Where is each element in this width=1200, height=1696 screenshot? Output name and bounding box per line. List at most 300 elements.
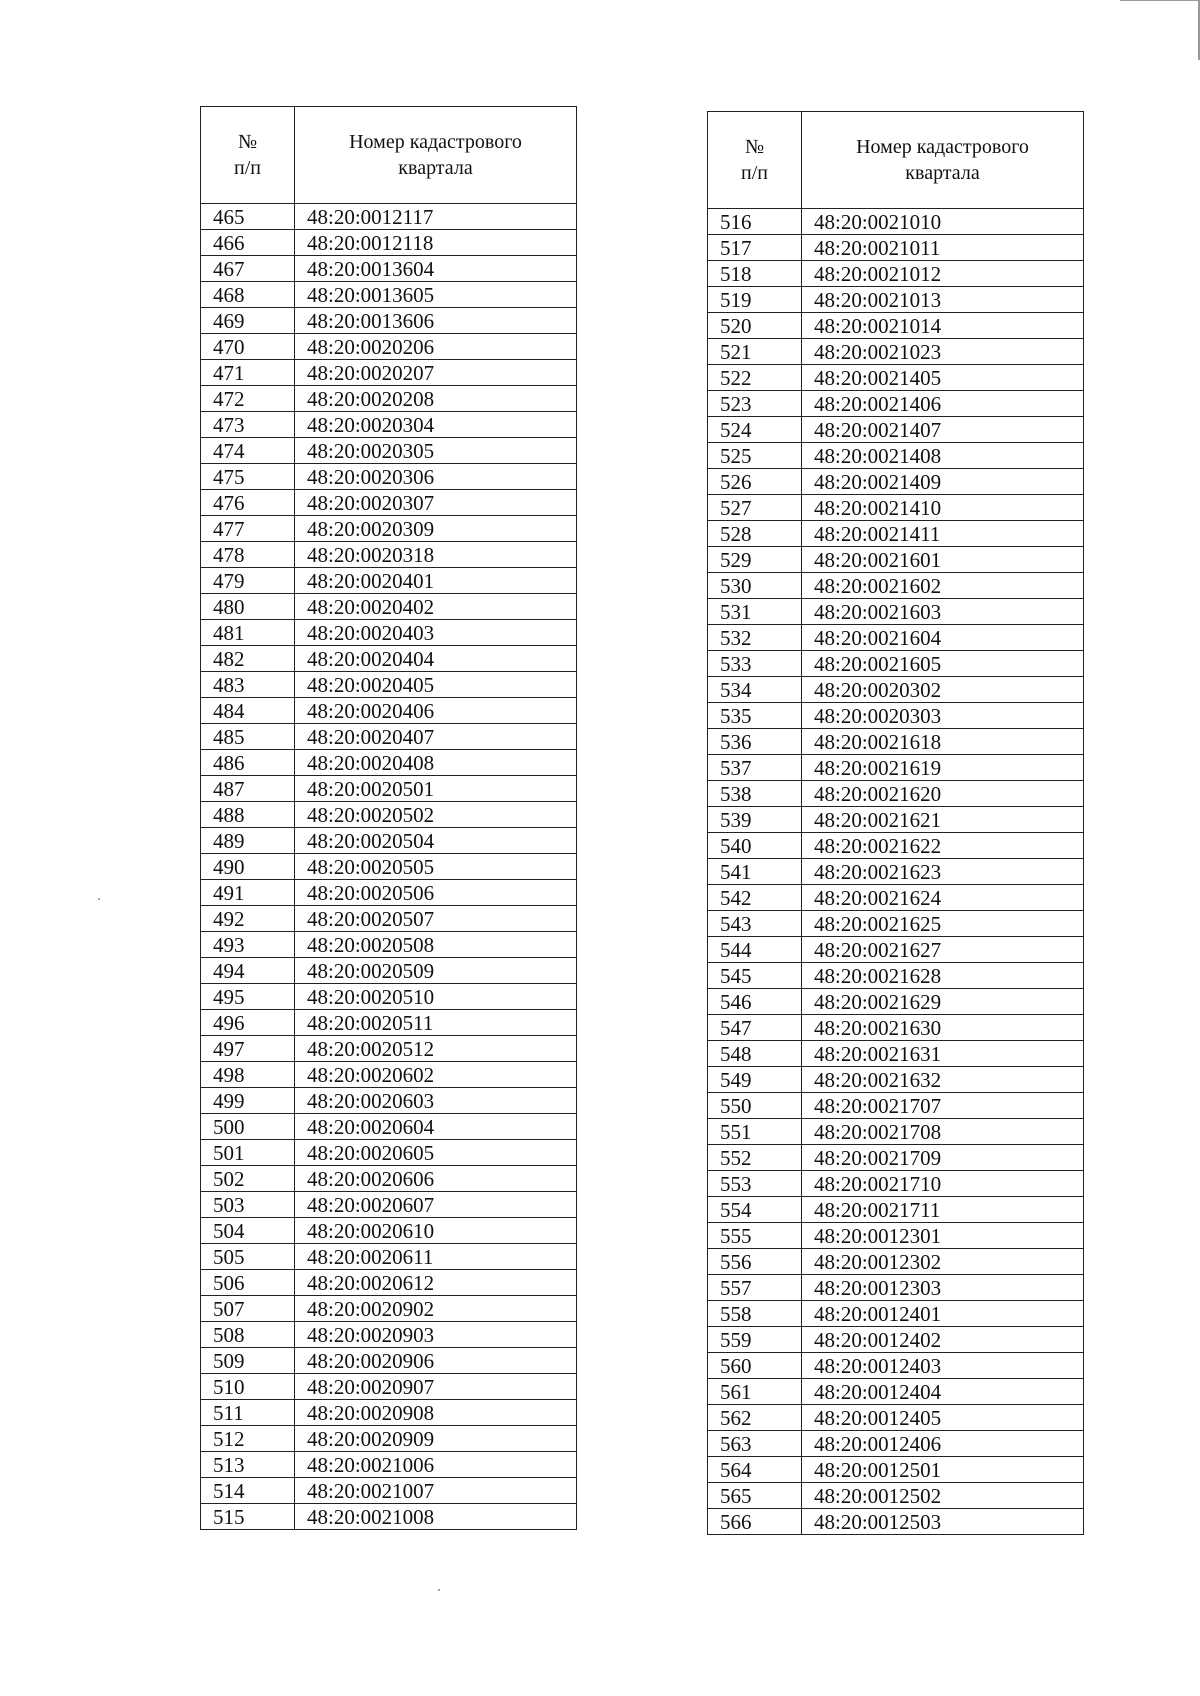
row-number: 532 bbox=[708, 625, 802, 651]
cadastral-number: 48:20:0020504 bbox=[295, 828, 577, 854]
cadastral-number: 48:20:0021709 bbox=[802, 1145, 1084, 1171]
row-number: 508 bbox=[201, 1322, 295, 1348]
table-row bbox=[708, 1093, 1084, 1119]
cadastral-number: 48:20:0020903 bbox=[295, 1322, 577, 1348]
cadastral-number: 48:20:0012402 bbox=[802, 1327, 1084, 1353]
row-number: 468 bbox=[201, 282, 295, 308]
scan-speck bbox=[438, 1589, 440, 1591]
table-row bbox=[708, 1301, 1084, 1327]
row-number: 474 bbox=[201, 438, 295, 464]
row-number: 513 bbox=[201, 1452, 295, 1478]
table-row bbox=[708, 651, 1084, 677]
cadastral-number: 48:20:0020306 bbox=[295, 464, 577, 490]
row-number: 537 bbox=[708, 755, 802, 781]
row-number: 562 bbox=[708, 1405, 802, 1431]
row-number: 542 bbox=[708, 885, 802, 911]
cadastral-number: 48:20:0020906 bbox=[295, 1348, 577, 1374]
table-row bbox=[201, 1452, 577, 1478]
cadastral-number: 48:20:0021007 bbox=[295, 1478, 577, 1504]
cadastral-number: 48:20:0020305 bbox=[295, 438, 577, 464]
cadastral-number: 48:20:0020505 bbox=[295, 854, 577, 880]
cadastral-number: 48:20:0021011 bbox=[802, 235, 1084, 261]
row-number: 481 bbox=[201, 620, 295, 646]
table-row bbox=[708, 911, 1084, 937]
cadastral-number: 48:20:0021410 bbox=[802, 495, 1084, 521]
table-row bbox=[201, 932, 577, 958]
cadastral-number: 48:20:0012503 bbox=[802, 1509, 1084, 1535]
cadastral-number: 48:20:0020502 bbox=[295, 802, 577, 828]
row-number: 527 bbox=[708, 495, 802, 521]
table-row bbox=[201, 906, 577, 932]
row-number: 492 bbox=[201, 906, 295, 932]
row-number: 517 bbox=[708, 235, 802, 261]
table-row bbox=[708, 1197, 1084, 1223]
table-row bbox=[708, 1353, 1084, 1379]
table-row bbox=[708, 1119, 1084, 1145]
cadastral-number: 48:20:0020403 bbox=[295, 620, 577, 646]
cadastral-number: 48:20:0021628 bbox=[802, 963, 1084, 989]
row-number: 543 bbox=[708, 911, 802, 937]
table-row bbox=[201, 1088, 577, 1114]
row-number: 486 bbox=[201, 750, 295, 776]
cadastral-number: 48:20:0021023 bbox=[802, 339, 1084, 365]
table-row bbox=[201, 1426, 577, 1452]
cadastral-number: 48:20:0021013 bbox=[802, 287, 1084, 313]
cadastral-number: 48:20:0021008 bbox=[295, 1504, 577, 1530]
table-row bbox=[201, 1192, 577, 1218]
row-number: 490 bbox=[201, 854, 295, 880]
row-number: 546 bbox=[708, 989, 802, 1015]
row-number: 496 bbox=[201, 1010, 295, 1036]
row-number: 482 bbox=[201, 646, 295, 672]
table-row bbox=[708, 885, 1084, 911]
cadastral-number: 48:20:0021406 bbox=[802, 391, 1084, 417]
cadastral-number: 48:20:0020607 bbox=[295, 1192, 577, 1218]
row-number: 520 bbox=[708, 313, 802, 339]
cadastral-number: 48:20:0012401 bbox=[802, 1301, 1084, 1327]
row-number: 472 bbox=[201, 386, 295, 412]
cadastral-number: 48:20:0012302 bbox=[802, 1249, 1084, 1275]
cadastral-number: 48:20:0020501 bbox=[295, 776, 577, 802]
row-number: 558 bbox=[708, 1301, 802, 1327]
table-row bbox=[708, 1509, 1084, 1535]
cadastral-number: 48:20:0020602 bbox=[295, 1062, 577, 1088]
table-row bbox=[708, 937, 1084, 963]
row-number: 509 bbox=[201, 1348, 295, 1374]
table-row bbox=[201, 1374, 577, 1400]
cadastral-number: 48:20:0021618 bbox=[802, 729, 1084, 755]
cadastral-number: 48:20:0020603 bbox=[295, 1088, 577, 1114]
table-row bbox=[708, 989, 1084, 1015]
table-row bbox=[201, 1062, 577, 1088]
table-row bbox=[708, 599, 1084, 625]
table-row bbox=[708, 1327, 1084, 1353]
table-row bbox=[708, 469, 1084, 495]
table-row bbox=[708, 1041, 1084, 1067]
cadastral-number: 48:20:0021010 bbox=[802, 209, 1084, 235]
table-row bbox=[708, 963, 1084, 989]
row-number: 483 bbox=[201, 672, 295, 698]
table-row bbox=[201, 204, 577, 230]
table-row bbox=[201, 1400, 577, 1426]
row-number: 549 bbox=[708, 1067, 802, 1093]
row-number: 524 bbox=[708, 417, 802, 443]
cadastral-number: 48:20:0021627 bbox=[802, 937, 1084, 963]
table-row bbox=[708, 365, 1084, 391]
row-number: 523 bbox=[708, 391, 802, 417]
row-number: 560 bbox=[708, 1353, 802, 1379]
header-cadastral-code: Номер кадастрового квартала bbox=[802, 112, 1084, 209]
row-number: 522 bbox=[708, 365, 802, 391]
cadastral-number: 48:20:0012117 bbox=[295, 204, 577, 230]
table-row bbox=[201, 984, 577, 1010]
table-row bbox=[201, 1140, 577, 1166]
row-number: 485 bbox=[201, 724, 295, 750]
cadastral-number: 48:20:0012303 bbox=[802, 1275, 1084, 1301]
cadastral-number: 48:20:0021621 bbox=[802, 807, 1084, 833]
table-row bbox=[201, 490, 577, 516]
cadastral-number: 48:20:0020510 bbox=[295, 984, 577, 1010]
cadastral-number: 48:20:0020402 bbox=[295, 594, 577, 620]
row-number: 526 bbox=[708, 469, 802, 495]
table-row bbox=[201, 620, 577, 646]
row-number: 564 bbox=[708, 1457, 802, 1483]
cadastral-number: 48:20:0020612 bbox=[295, 1270, 577, 1296]
cadastral-number: 48:20:0020605 bbox=[295, 1140, 577, 1166]
cadastral-number: 48:20:0012301 bbox=[802, 1223, 1084, 1249]
cadastral-number: 48:20:0021624 bbox=[802, 885, 1084, 911]
table-row bbox=[201, 412, 577, 438]
row-number: 519 bbox=[708, 287, 802, 313]
cadastral-number: 48:20:0013606 bbox=[295, 308, 577, 334]
cadastral-number: 48:20:0020611 bbox=[295, 1244, 577, 1270]
cadastral-number: 48:20:0020206 bbox=[295, 334, 577, 360]
row-number: 566 bbox=[708, 1509, 802, 1535]
cadastral-number: 48:20:0021631 bbox=[802, 1041, 1084, 1067]
row-number: 533 bbox=[708, 651, 802, 677]
table-row bbox=[708, 677, 1084, 703]
header-cadastral-code: Номер кадастрового квартала bbox=[295, 107, 577, 204]
row-number: 541 bbox=[708, 859, 802, 885]
table-row bbox=[708, 235, 1084, 261]
cadastral-number: 48:20:0020508 bbox=[295, 932, 577, 958]
row-number: 565 bbox=[708, 1483, 802, 1509]
table-row bbox=[708, 391, 1084, 417]
header-number: № п/п bbox=[708, 112, 802, 209]
table-row bbox=[708, 1483, 1084, 1509]
table-row bbox=[201, 828, 577, 854]
cadastral-number: 48:20:0020907 bbox=[295, 1374, 577, 1400]
row-number: 499 bbox=[201, 1088, 295, 1114]
table-row bbox=[708, 1457, 1084, 1483]
header-number: № п/п bbox=[201, 107, 295, 204]
row-number: 518 bbox=[708, 261, 802, 287]
table-row bbox=[201, 1322, 577, 1348]
table-row bbox=[201, 958, 577, 984]
table-row bbox=[708, 755, 1084, 781]
table-row bbox=[708, 495, 1084, 521]
row-number: 487 bbox=[201, 776, 295, 802]
cadastral-number: 48:20:0020512 bbox=[295, 1036, 577, 1062]
row-number: 559 bbox=[708, 1327, 802, 1353]
row-number: 507 bbox=[201, 1296, 295, 1322]
row-number: 563 bbox=[708, 1431, 802, 1457]
table-row bbox=[201, 1504, 577, 1530]
row-number: 553 bbox=[708, 1171, 802, 1197]
table-row bbox=[708, 1405, 1084, 1431]
row-number: 550 bbox=[708, 1093, 802, 1119]
cadastral-number: 48:20:0020507 bbox=[295, 906, 577, 932]
row-number: 488 bbox=[201, 802, 295, 828]
cadastral-number: 48:20:0021014 bbox=[802, 313, 1084, 339]
table-row bbox=[201, 1270, 577, 1296]
cadastral-number: 48:20:0021602 bbox=[802, 573, 1084, 599]
cadastral-number: 48:20:0020302 bbox=[802, 677, 1084, 703]
cadastral-number: 48:20:0020309 bbox=[295, 516, 577, 542]
row-number: 548 bbox=[708, 1041, 802, 1067]
table-row bbox=[201, 724, 577, 750]
cadastral-number: 48:20:0021620 bbox=[802, 781, 1084, 807]
table-row bbox=[201, 776, 577, 802]
row-number: 498 bbox=[201, 1062, 295, 1088]
row-number: 504 bbox=[201, 1218, 295, 1244]
scan-edge-mark-top bbox=[1120, 0, 1200, 1]
row-number: 495 bbox=[201, 984, 295, 1010]
cadastral-number: 48:20:0021409 bbox=[802, 469, 1084, 495]
cadastral-number: 48:20:0020902 bbox=[295, 1296, 577, 1322]
cadastral-number: 48:20:0020506 bbox=[295, 880, 577, 906]
row-number: 500 bbox=[201, 1114, 295, 1140]
cadastral-number: 48:20:0020509 bbox=[295, 958, 577, 984]
row-number: 525 bbox=[708, 443, 802, 469]
table-row bbox=[708, 781, 1084, 807]
cadastral-number: 48:20:0020405 bbox=[295, 672, 577, 698]
table-row bbox=[708, 287, 1084, 313]
cadastral-number: 48:20:0012501 bbox=[802, 1457, 1084, 1483]
row-number: 477 bbox=[201, 516, 295, 542]
table-row bbox=[201, 854, 577, 880]
table-row bbox=[708, 1275, 1084, 1301]
table-row bbox=[708, 625, 1084, 651]
cadastral-number: 48:20:0021408 bbox=[802, 443, 1084, 469]
table-header-row bbox=[201, 107, 577, 204]
row-number: 529 bbox=[708, 547, 802, 573]
table-row bbox=[708, 313, 1084, 339]
table-row bbox=[201, 438, 577, 464]
cadastral-number: 48:20:0021629 bbox=[802, 989, 1084, 1015]
row-number: 551 bbox=[708, 1119, 802, 1145]
cadastral-number: 48:20:0021619 bbox=[802, 755, 1084, 781]
cadastral-number: 48:20:0020407 bbox=[295, 724, 577, 750]
row-number: 521 bbox=[708, 339, 802, 365]
table-row bbox=[708, 1249, 1084, 1275]
table-row bbox=[201, 672, 577, 698]
table-row bbox=[201, 802, 577, 828]
row-number: 478 bbox=[201, 542, 295, 568]
row-number: 528 bbox=[708, 521, 802, 547]
row-number: 556 bbox=[708, 1249, 802, 1275]
row-number: 512 bbox=[201, 1426, 295, 1452]
row-number: 511 bbox=[201, 1400, 295, 1426]
cadastral-number: 48:20:0012406 bbox=[802, 1431, 1084, 1457]
cadastral-number: 48:20:0020408 bbox=[295, 750, 577, 776]
row-number: 555 bbox=[708, 1223, 802, 1249]
cadastral-number: 48:20:0020208 bbox=[295, 386, 577, 412]
table-row bbox=[201, 334, 577, 360]
cadastral-number: 48:20:0021708 bbox=[802, 1119, 1084, 1145]
cadastral-number: 48:20:0020303 bbox=[802, 703, 1084, 729]
table-row bbox=[201, 1218, 577, 1244]
cadastral-number: 48:20:0020606 bbox=[295, 1166, 577, 1192]
table-row bbox=[708, 1223, 1084, 1249]
table-row bbox=[201, 360, 577, 386]
cadastral-number: 48:20:0020511 bbox=[295, 1010, 577, 1036]
row-number: 514 bbox=[201, 1478, 295, 1504]
cadastral-number: 48:20:0021625 bbox=[802, 911, 1084, 937]
row-number: 515 bbox=[201, 1504, 295, 1530]
row-number: 501 bbox=[201, 1140, 295, 1166]
table-row bbox=[708, 521, 1084, 547]
table-body-right bbox=[708, 209, 1084, 1535]
row-number: 561 bbox=[708, 1379, 802, 1405]
table-row bbox=[201, 386, 577, 412]
cadastral-number: 48:20:0021623 bbox=[802, 859, 1084, 885]
table-row bbox=[708, 417, 1084, 443]
table-row bbox=[201, 1296, 577, 1322]
row-number: 475 bbox=[201, 464, 295, 490]
table-row bbox=[708, 547, 1084, 573]
table-row bbox=[708, 1067, 1084, 1093]
table-row bbox=[201, 230, 577, 256]
row-number: 552 bbox=[708, 1145, 802, 1171]
cadastral-table-right bbox=[707, 111, 1084, 1535]
cadastral-number: 48:20:0021601 bbox=[802, 547, 1084, 573]
cadastral-number: 48:20:0021630 bbox=[802, 1015, 1084, 1041]
table-row bbox=[201, 880, 577, 906]
table-row bbox=[201, 646, 577, 672]
table-row bbox=[201, 256, 577, 282]
row-number: 540 bbox=[708, 833, 802, 859]
cadastral-number: 48:20:0021604 bbox=[802, 625, 1084, 651]
table-row bbox=[708, 1431, 1084, 1457]
table-row bbox=[708, 1379, 1084, 1405]
cadastral-number: 48:20:0012502 bbox=[802, 1483, 1084, 1509]
row-number: 505 bbox=[201, 1244, 295, 1270]
table-row bbox=[201, 282, 577, 308]
cadastral-number: 48:20:0021603 bbox=[802, 599, 1084, 625]
cadastral-number: 48:20:0021012 bbox=[802, 261, 1084, 287]
cadastral-number: 48:20:0013604 bbox=[295, 256, 577, 282]
cadastral-number: 48:20:0021632 bbox=[802, 1067, 1084, 1093]
table-row bbox=[201, 750, 577, 776]
cadastral-number: 48:20:0020610 bbox=[295, 1218, 577, 1244]
cadastral-number: 48:20:0012405 bbox=[802, 1405, 1084, 1431]
table-row bbox=[201, 1036, 577, 1062]
row-number: 466 bbox=[201, 230, 295, 256]
cadastral-number: 48:20:0020406 bbox=[295, 698, 577, 724]
cadastral-number: 48:20:0013605 bbox=[295, 282, 577, 308]
row-number: 494 bbox=[201, 958, 295, 984]
cadastral-number: 48:20:0012118 bbox=[295, 230, 577, 256]
row-number: 545 bbox=[708, 963, 802, 989]
cadastral-number: 48:20:0020908 bbox=[295, 1400, 577, 1426]
cadastral-number: 48:20:0020909 bbox=[295, 1426, 577, 1452]
table-row bbox=[708, 1145, 1084, 1171]
table-row bbox=[201, 1114, 577, 1140]
row-number: 476 bbox=[201, 490, 295, 516]
cadastral-number: 48:20:0021605 bbox=[802, 651, 1084, 677]
table-row bbox=[708, 339, 1084, 365]
cadastral-table-left bbox=[200, 106, 577, 1530]
cadastral-number: 48:20:0021622 bbox=[802, 833, 1084, 859]
row-number: 531 bbox=[708, 599, 802, 625]
table-row bbox=[201, 516, 577, 542]
row-number: 534 bbox=[708, 677, 802, 703]
table-row bbox=[708, 729, 1084, 755]
table-row bbox=[201, 1478, 577, 1504]
row-number: 516 bbox=[708, 209, 802, 235]
row-number: 530 bbox=[708, 573, 802, 599]
cadastral-number: 48:20:0020604 bbox=[295, 1114, 577, 1140]
table-row bbox=[708, 807, 1084, 833]
row-number: 503 bbox=[201, 1192, 295, 1218]
table-row bbox=[201, 594, 577, 620]
row-number: 467 bbox=[201, 256, 295, 282]
table-row bbox=[201, 1244, 577, 1270]
table-row bbox=[708, 833, 1084, 859]
row-number: 479 bbox=[201, 568, 295, 594]
table-row bbox=[201, 464, 577, 490]
cadastral-number: 48:20:0021405 bbox=[802, 365, 1084, 391]
row-number: 465 bbox=[201, 204, 295, 230]
table-row bbox=[708, 1015, 1084, 1041]
cadastral-number: 48:20:0020401 bbox=[295, 568, 577, 594]
row-number: 535 bbox=[708, 703, 802, 729]
cadastral-number: 48:20:0021707 bbox=[802, 1093, 1084, 1119]
row-number: 544 bbox=[708, 937, 802, 963]
row-number: 502 bbox=[201, 1166, 295, 1192]
cadastral-number: 48:20:0021411 bbox=[802, 521, 1084, 547]
row-number: 557 bbox=[708, 1275, 802, 1301]
table-row bbox=[201, 308, 577, 334]
row-number: 480 bbox=[201, 594, 295, 620]
cadastral-number: 48:20:0020307 bbox=[295, 490, 577, 516]
cadastral-number: 48:20:0020207 bbox=[295, 360, 577, 386]
table-row bbox=[708, 573, 1084, 599]
table-row bbox=[201, 542, 577, 568]
row-number: 539 bbox=[708, 807, 802, 833]
row-number: 536 bbox=[708, 729, 802, 755]
table-row bbox=[708, 443, 1084, 469]
table-row bbox=[708, 261, 1084, 287]
cadastral-number: 48:20:0021407 bbox=[802, 417, 1084, 443]
cadastral-number: 48:20:0012404 bbox=[802, 1379, 1084, 1405]
table-row bbox=[201, 568, 577, 594]
cadastral-number: 48:20:0021710 bbox=[802, 1171, 1084, 1197]
row-number: 489 bbox=[201, 828, 295, 854]
cadastral-number: 48:20:0021006 bbox=[295, 1452, 577, 1478]
row-number: 473 bbox=[201, 412, 295, 438]
table-row bbox=[201, 1348, 577, 1374]
cadastral-number: 48:20:0020318 bbox=[295, 542, 577, 568]
row-number: 493 bbox=[201, 932, 295, 958]
row-number: 497 bbox=[201, 1036, 295, 1062]
row-number: 469 bbox=[201, 308, 295, 334]
row-number: 538 bbox=[708, 781, 802, 807]
table-body-left bbox=[201, 204, 577, 1530]
table-row bbox=[201, 698, 577, 724]
cadastral-number: 48:20:0020304 bbox=[295, 412, 577, 438]
